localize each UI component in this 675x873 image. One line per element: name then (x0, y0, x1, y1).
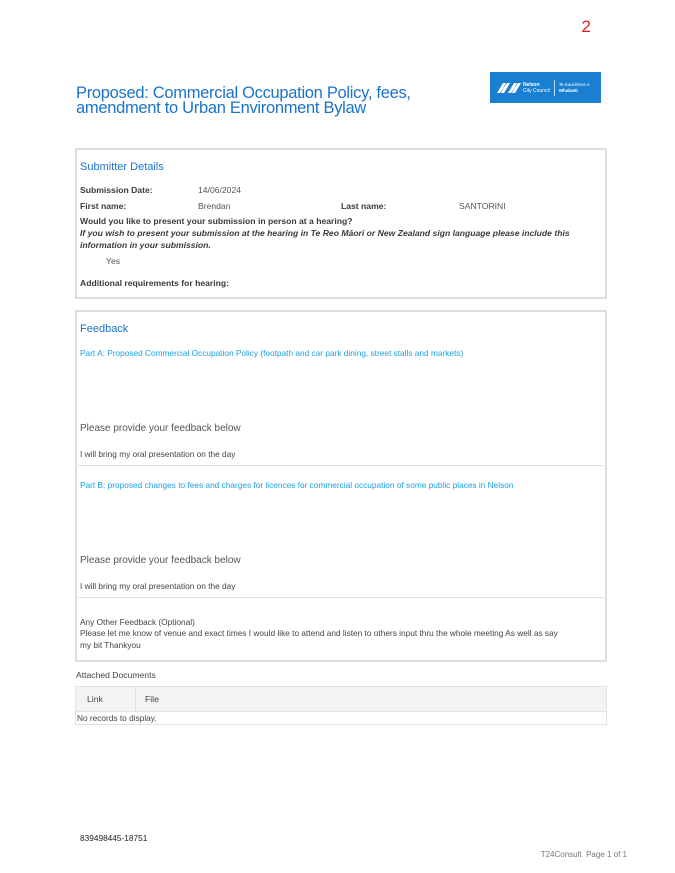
last-name-value: SANTORINI (459, 201, 506, 211)
council-logo (490, 72, 601, 103)
logo-maori-text (559, 82, 590, 94)
hearing-answer: Yes (106, 256, 121, 266)
submission-date-label: Submission Date: (80, 185, 153, 195)
hearing-question: Would you like to present your submission in person at a hearing? (80, 216, 353, 226)
logo-divider (554, 80, 555, 96)
part-a-question: Part A: Proposed Commercial Occupation Policy (footpath and car park dining, street stalls and markets) (80, 348, 464, 358)
column-header-file: File (145, 694, 159, 704)
first-name-value: Brendan (198, 201, 231, 211)
hearing-language-note: If you wish to present your submission at the hearing in Te Reo Māori or New Zealand sign language please include this information in your submission. (80, 228, 570, 250)
part-b-answer: I will bring my oral presentation on the day (80, 581, 236, 591)
page-number: 2 (581, 17, 591, 36)
attachments-table-header (76, 687, 606, 712)
document-title: Proposed: Commercial Occupation Policy, fees, amendment to Urban Environment Bylaw (76, 84, 411, 117)
no-records-message: No records to display. (77, 713, 157, 723)
column-separator (135, 687, 136, 711)
column-header-link: Link (87, 694, 103, 704)
part-a-divider (78, 465, 603, 466)
feedback-heading: Feedback (80, 323, 129, 335)
council-logo-icon (495, 81, 521, 95)
attachments-table (75, 686, 607, 725)
other-feedback-text: Please let me know of venue and exact times I would like to attend and listen to others input thru the whole meeting As well as say my bit Thankyou (80, 628, 558, 650)
last-name-label: Last name: (341, 201, 387, 211)
other-feedback-label: Any Other Feedback (Optional) (80, 617, 195, 627)
first-name-label: First name: (80, 201, 127, 211)
logo-maori-line-2: Whakatū (558, 87, 578, 93)
logo-line-1: Nelson (523, 81, 540, 88)
logo-text (523, 82, 550, 94)
part-b-prompt: Please provide your feedback below (80, 555, 241, 566)
page-footer: T24Consult Page 1 of 1 (540, 850, 627, 859)
submitter-details-heading: Submitter Details (80, 161, 164, 173)
additional-requirements-label: Additional requirements for hearing: (80, 278, 229, 288)
submission-id: 839498445-18751 (80, 833, 148, 843)
part-a-prompt: Please provide your feedback below (80, 423, 241, 434)
part-b-question: Part B: proposed changes to fees and charges for licences for commercial occupation of some public places in Nelson (80, 480, 514, 490)
attached-documents-heading: Attached Documents (76, 670, 156, 680)
submission-date-value: 14/06/2024 (198, 185, 242, 195)
logo-maori-line-1: Te Kaunihera o (558, 81, 590, 87)
part-b-divider (78, 597, 603, 598)
part-a-answer: I will bring my oral presentation on the day (80, 449, 236, 459)
logo-line-2: City Council (523, 87, 550, 94)
